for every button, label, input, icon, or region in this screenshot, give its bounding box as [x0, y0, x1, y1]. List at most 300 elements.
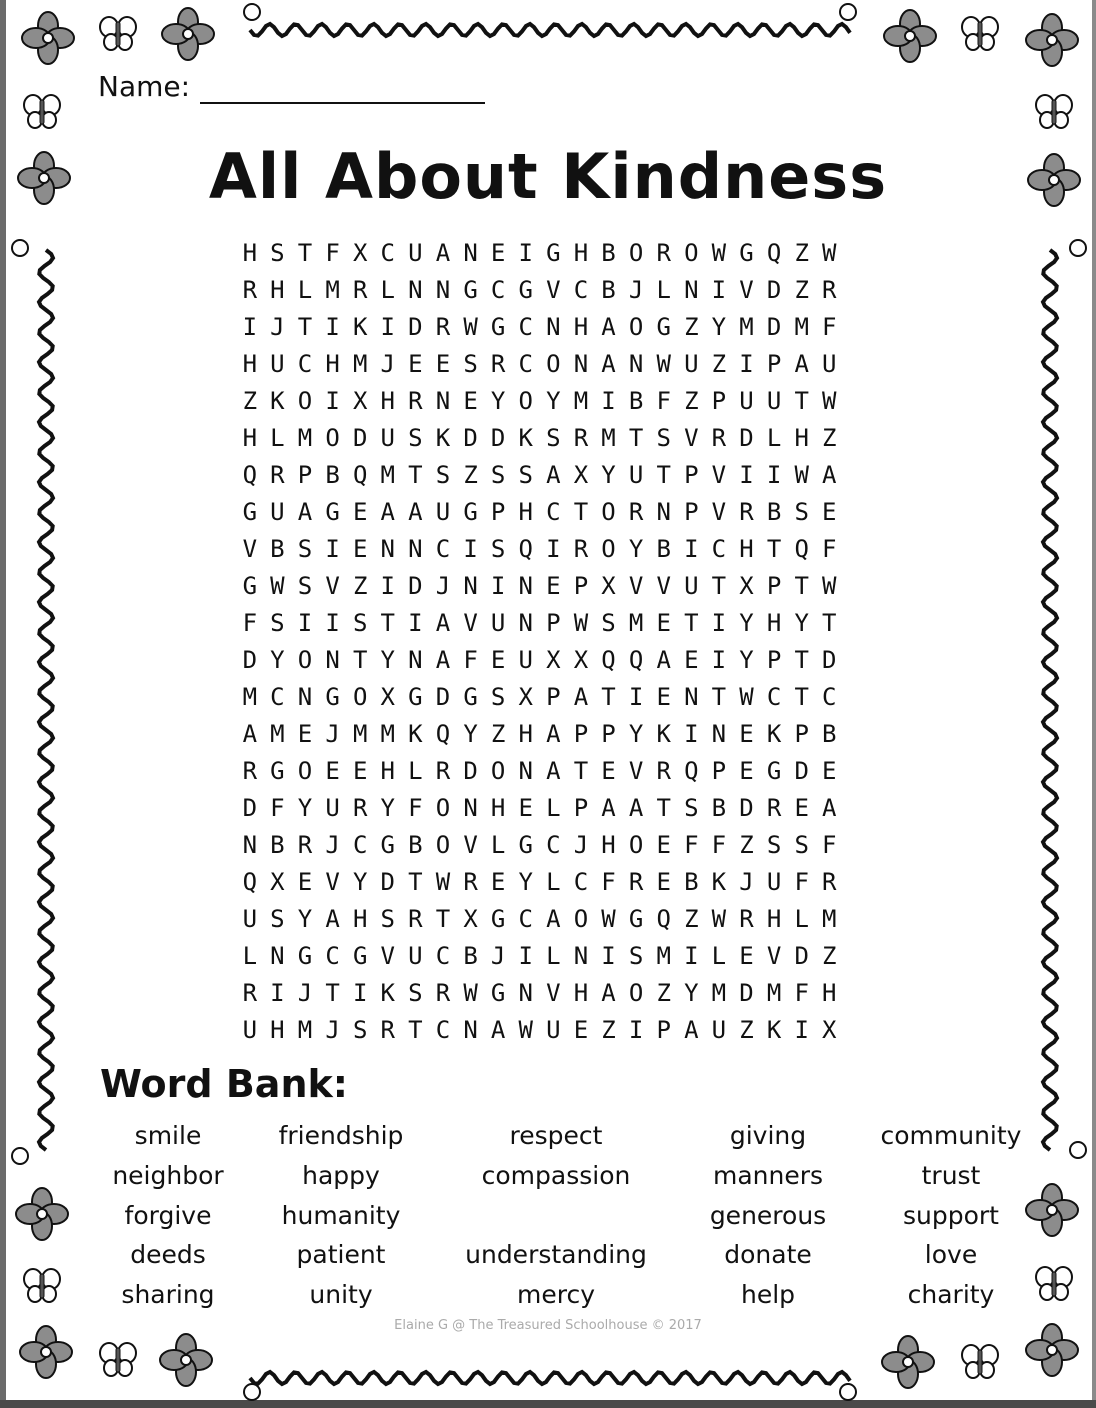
grid-letter[interactable]: R — [739, 497, 754, 526]
grid-letter[interactable]: J — [325, 719, 340, 748]
grid-letter[interactable]: S — [656, 423, 671, 452]
grid-letter[interactable]: R — [656, 238, 671, 267]
grid-letter[interactable]: S — [684, 793, 699, 822]
grid-letter[interactable]: A — [628, 793, 644, 822]
grid-letter[interactable]: U — [684, 349, 699, 378]
grid-letter[interactable]: R — [711, 423, 727, 452]
grid-letter[interactable]: H — [766, 904, 782, 933]
grid-letter[interactable]: R — [822, 867, 837, 896]
grid-letter[interactable]: S — [352, 1015, 368, 1044]
grid-letter[interactable]: T — [380, 608, 395, 637]
grid-letter[interactable]: Z — [739, 830, 754, 859]
grid-letter[interactable]: Y — [297, 793, 313, 822]
grid-letter[interactable]: M — [601, 423, 616, 452]
grid-letter[interactable]: E — [656, 867, 671, 896]
grid-letter[interactable]: U — [408, 238, 423, 267]
grid-letter[interactable]: H — [739, 534, 754, 563]
grid-letter[interactable]: M — [380, 460, 395, 489]
grid-letter[interactable]: E — [601, 756, 616, 785]
grid-letter[interactable]: M — [352, 349, 368, 378]
grid-letter[interactable]: S — [270, 238, 285, 267]
grid-letter[interactable]: N — [518, 756, 533, 785]
grid-letter[interactable]: E — [297, 719, 313, 748]
grid-letter[interactable]: D — [242, 793, 258, 822]
grid-letter[interactable]: D — [435, 682, 451, 711]
grid-letter[interactable]: A — [601, 349, 616, 378]
grid-letter[interactable]: Q — [684, 756, 699, 785]
grid-letter[interactable]: I — [380, 571, 395, 600]
grid-letter[interactable]: M — [242, 682, 258, 711]
grid-letter[interactable]: N — [684, 682, 699, 711]
grid-letter[interactable]: S — [490, 534, 506, 563]
grid-letter[interactable]: B — [463, 941, 478, 970]
grid-letter[interactable]: C — [573, 275, 589, 304]
grid-letter[interactable]: P — [766, 645, 782, 674]
grid-letter[interactable]: X — [573, 645, 589, 674]
grid-letter[interactable]: H — [490, 793, 506, 822]
grid-letter[interactable]: G — [739, 238, 754, 267]
grid-letter[interactable]: O — [352, 682, 368, 711]
grid-letter[interactable]: H — [352, 904, 368, 933]
grid-letter[interactable]: D — [739, 423, 754, 452]
grid-letter[interactable]: C — [518, 349, 533, 378]
grid-letter[interactable]: P — [766, 349, 782, 378]
grid-letter[interactable]: T — [408, 1015, 423, 1044]
grid-letter[interactable]: I — [463, 534, 478, 563]
grid-letter[interactable]: T — [297, 238, 313, 267]
grid-letter[interactable]: V — [325, 571, 340, 600]
grid-letter[interactable]: R — [656, 756, 671, 785]
grid-letter[interactable]: O — [628, 312, 644, 341]
grid-letter[interactable]: C — [435, 1015, 451, 1044]
grid-letter[interactable]: C — [546, 497, 561, 526]
grid-letter[interactable]: B — [822, 719, 837, 748]
grid-letter[interactable]: D — [463, 423, 478, 452]
grid-letter[interactable]: Y — [739, 645, 754, 674]
grid-letter[interactable]: P — [297, 460, 313, 489]
grid-letter[interactable]: U — [766, 867, 782, 896]
grid-letter[interactable]: G — [270, 756, 285, 785]
grid-letter[interactable]: I — [325, 608, 340, 637]
grid-letter[interactable]: Q — [352, 460, 368, 489]
grid-letter[interactable]: U — [684, 571, 699, 600]
grid-letter[interactable]: D — [794, 941, 809, 970]
grid-letter[interactable]: Z — [656, 978, 671, 1007]
grid-letter[interactable]: R — [380, 1015, 395, 1044]
grid-letter[interactable]: B — [656, 534, 671, 563]
grid-letter[interactable]: E — [352, 497, 368, 526]
grid-letter[interactable]: L — [408, 756, 423, 785]
grid-letter[interactable]: T — [628, 423, 644, 452]
grid-letter[interactable]: M — [766, 978, 782, 1007]
grid-letter[interactable]: G — [325, 497, 340, 526]
grid-letter[interactable]: S — [463, 349, 478, 378]
grid-letter[interactable]: R — [822, 275, 837, 304]
grid-letter[interactable]: U — [270, 497, 285, 526]
grid-letter[interactable]: Z — [684, 312, 699, 341]
grid-letter[interactable]: N — [435, 386, 451, 415]
grid-letter[interactable]: F — [408, 793, 423, 822]
grid-letter[interactable]: E — [739, 941, 754, 970]
grid-letter[interactable]: P — [794, 719, 809, 748]
grid-letter[interactable]: N — [242, 830, 258, 859]
grid-letter[interactable]: R — [766, 793, 782, 822]
grid-letter[interactable]: V — [242, 534, 258, 563]
grid-letter[interactable]: W — [463, 312, 478, 341]
grid-letter[interactable]: C — [711, 534, 727, 563]
grid-letter[interactable]: H — [242, 238, 258, 267]
grid-letter[interactable]: X — [822, 1015, 837, 1044]
grid-letter[interactable]: J — [628, 275, 644, 304]
grid-letter[interactable]: A — [546, 904, 561, 933]
grid-letter[interactable]: V — [766, 941, 782, 970]
grid-letter[interactable]: A — [546, 756, 561, 785]
grid-letter[interactable]: S — [297, 571, 313, 600]
grid-letter[interactable]: L — [546, 941, 561, 970]
grid-letter[interactable]: U — [628, 460, 644, 489]
grid-letter[interactable]: E — [352, 534, 368, 563]
grid-letter[interactable]: N — [518, 571, 533, 600]
grid-letter[interactable]: I — [518, 941, 533, 970]
grid-letter[interactable]: H — [822, 978, 837, 1007]
grid-letter[interactable]: E — [656, 682, 671, 711]
grid-letter[interactable]: A — [490, 1015, 506, 1044]
grid-letter[interactable]: I — [242, 312, 258, 341]
grid-letter[interactable]: M — [711, 978, 727, 1007]
grid-letter[interactable]: B — [601, 275, 616, 304]
grid-letter[interactable]: Y — [352, 867, 368, 896]
grid-letter[interactable]: I — [628, 1015, 644, 1044]
grid-letter[interactable]: R — [297, 830, 313, 859]
grid-letter[interactable]: R — [352, 793, 368, 822]
grid-letter[interactable]: H — [518, 719, 533, 748]
grid-letter[interactable]: Z — [242, 386, 258, 415]
grid-letter[interactable]: N — [628, 349, 644, 378]
grid-letter[interactable]: P — [766, 571, 782, 600]
grid-letter[interactable]: E — [656, 608, 671, 637]
grid-letter[interactable]: A — [546, 460, 561, 489]
grid-letter[interactable]: A — [408, 497, 423, 526]
grid-letter[interactable]: F — [822, 312, 837, 341]
grid-letter[interactable]: A — [794, 349, 809, 378]
grid-letter[interactable]: Z — [684, 904, 699, 933]
grid-letter[interactable]: C — [435, 941, 451, 970]
grid-letter[interactable]: R — [628, 497, 644, 526]
grid-letter[interactable]: A — [435, 238, 451, 267]
grid-letter[interactable]: G — [490, 312, 506, 341]
grid-letter[interactable]: Z — [711, 349, 727, 378]
grid-letter[interactable]: M — [573, 386, 589, 415]
grid-letter[interactable]: O — [573, 904, 589, 933]
grid-letter[interactable]: V — [463, 608, 478, 637]
grid-letter[interactable]: W — [822, 571, 837, 600]
grid-letter[interactable]: H — [242, 349, 258, 378]
grid-letter[interactable]: B — [628, 386, 644, 415]
grid-letter[interactable]: P — [490, 497, 506, 526]
grid-letter[interactable]: V — [546, 978, 561, 1007]
grid-letter[interactable]: S — [546, 423, 561, 452]
grid-letter[interactable]: O — [601, 534, 616, 563]
grid-letter[interactable]: T — [684, 608, 699, 637]
grid-letter[interactable]: N — [573, 349, 589, 378]
grid-letter[interactable]: N — [408, 645, 423, 674]
grid-letter[interactable]: K — [270, 386, 285, 415]
grid-letter[interactable]: T — [766, 534, 782, 563]
grid-letter[interactable]: Y — [628, 719, 644, 748]
grid-letter[interactable]: Y — [684, 978, 699, 1007]
grid-letter[interactable]: N — [684, 275, 699, 304]
grid-letter[interactable]: U — [766, 386, 782, 415]
grid-letter[interactable]: Y — [490, 386, 506, 415]
grid-letter[interactable]: R — [435, 978, 451, 1007]
grid-letter[interactable]: F — [270, 793, 285, 822]
grid-letter[interactable]: U — [490, 608, 506, 637]
grid-letter[interactable]: I — [546, 534, 561, 563]
grid-letter[interactable]: J — [270, 312, 285, 341]
grid-letter[interactable]: G — [490, 978, 506, 1007]
grid-letter[interactable]: X — [601, 571, 616, 600]
grid-letter[interactable]: F — [822, 830, 837, 859]
grid-letter[interactable]: X — [573, 460, 589, 489]
grid-letter[interactable]: W — [435, 867, 451, 896]
grid-letter[interactable]: T — [794, 682, 809, 711]
grid-letter[interactable]: P — [573, 793, 589, 822]
grid-letter[interactable]: U — [518, 645, 533, 674]
grid-letter[interactable]: R — [490, 349, 506, 378]
grid-letter[interactable]: O — [518, 386, 533, 415]
grid-letter[interactable]: G — [628, 904, 644, 933]
grid-letter[interactable]: N — [518, 978, 533, 1007]
grid-letter[interactable]: D — [739, 978, 754, 1007]
grid-letter[interactable]: E — [656, 830, 671, 859]
grid-letter[interactable]: Z — [739, 1015, 754, 1044]
grid-letter[interactable]: P — [711, 756, 727, 785]
grid-letter[interactable]: M — [739, 312, 754, 341]
grid-letter[interactable]: O — [435, 793, 451, 822]
grid-letter[interactable]: O — [490, 756, 506, 785]
grid-letter[interactable]: G — [518, 830, 533, 859]
grid-letter[interactable]: T — [325, 978, 340, 1007]
grid-letter[interactable]: I — [490, 571, 506, 600]
grid-letter[interactable]: D — [242, 645, 258, 674]
grid-letter[interactable]: T — [435, 904, 451, 933]
grid-letter[interactable]: C — [380, 238, 395, 267]
grid-letter[interactable]: U — [380, 423, 395, 452]
grid-letter[interactable]: Z — [490, 719, 506, 748]
grid-letter[interactable]: M — [380, 719, 395, 748]
grid-letter[interactable]: J — [739, 867, 754, 896]
grid-letter[interactable]: N — [463, 793, 478, 822]
grid-letter[interactable]: I — [601, 386, 616, 415]
grid-letter[interactable]: Y — [794, 608, 809, 637]
grid-letter[interactable]: W — [711, 238, 727, 267]
grid-letter[interactable]: B — [684, 867, 699, 896]
grid-letter[interactable]: W — [711, 904, 727, 933]
grid-letter[interactable]: R — [463, 867, 478, 896]
grid-letter[interactable]: E — [739, 756, 754, 785]
grid-letter[interactable]: E — [435, 349, 451, 378]
grid-letter[interactable]: R — [628, 867, 644, 896]
grid-letter[interactable]: Q — [242, 460, 258, 489]
grid-letter[interactable]: Y — [601, 460, 616, 489]
grid-letter[interactable]: I — [684, 719, 699, 748]
grid-letter[interactable]: N — [656, 497, 671, 526]
grid-letter[interactable]: E — [739, 719, 754, 748]
grid-letter[interactable]: A — [380, 497, 395, 526]
grid-letter[interactable]: J — [325, 1015, 340, 1044]
grid-letter[interactable]: Q — [656, 904, 671, 933]
grid-letter[interactable]: S — [766, 830, 782, 859]
grid-letter[interactable]: Z — [794, 275, 809, 304]
grid-letter[interactable]: N — [711, 719, 727, 748]
grid-letter[interactable]: S — [270, 904, 285, 933]
grid-letter[interactable]: H — [766, 608, 782, 637]
grid-letter[interactable]: H — [270, 275, 285, 304]
grid-letter[interactable]: N — [270, 941, 285, 970]
grid-letter[interactable]: B — [270, 830, 285, 859]
grid-letter[interactable]: S — [628, 941, 644, 970]
grid-letter[interactable]: M — [628, 608, 644, 637]
grid-letter[interactable]: B — [408, 830, 423, 859]
grid-letter[interactable]: S — [408, 978, 423, 1007]
grid-letter[interactable]: X — [270, 867, 285, 896]
grid-letter[interactable]: F — [463, 645, 478, 674]
grid-letter[interactable]: H — [518, 497, 533, 526]
grid-letter[interactable]: D — [352, 423, 368, 452]
grid-letter[interactable]: R — [573, 534, 589, 563]
grid-letter[interactable]: D — [822, 645, 837, 674]
grid-letter[interactable]: U — [242, 904, 258, 933]
grid-letter[interactable]: W — [822, 386, 837, 415]
grid-letter[interactable]: R — [242, 978, 258, 1007]
grid-letter[interactable]: C — [546, 830, 561, 859]
grid-letter[interactable]: R — [408, 386, 423, 415]
grid-letter[interactable]: I — [270, 978, 285, 1007]
grid-letter[interactable]: L — [270, 423, 285, 452]
grid-letter[interactable]: I — [739, 460, 754, 489]
grid-letter[interactable]: V — [463, 830, 478, 859]
grid-letter[interactable]: K — [408, 719, 423, 748]
grid-letter[interactable]: F — [794, 978, 809, 1007]
grid-letter[interactable]: A — [822, 793, 837, 822]
grid-letter[interactable]: D — [408, 571, 423, 600]
grid-letter[interactable]: A — [435, 608, 451, 637]
grid-letter[interactable]: N — [573, 941, 589, 970]
grid-letter[interactable]: Y — [546, 386, 561, 415]
grid-letter[interactable]: N — [380, 534, 395, 563]
grid-letter[interactable]: F — [656, 386, 671, 415]
grid-letter[interactable]: Q — [794, 534, 809, 563]
grid-letter[interactable]: G — [490, 904, 506, 933]
grid-letter[interactable]: S — [794, 497, 809, 526]
grid-letter[interactable]: K — [352, 312, 368, 341]
grid-letter[interactable]: M — [656, 941, 671, 970]
grid-letter[interactable]: F — [822, 534, 837, 563]
grid-letter[interactable]: J — [490, 941, 506, 970]
grid-letter[interactable]: I — [352, 978, 368, 1007]
grid-letter[interactable]: J — [573, 830, 589, 859]
grid-letter[interactable]: O — [601, 497, 616, 526]
grid-letter[interactable]: W — [739, 682, 754, 711]
grid-letter[interactable]: H — [573, 978, 589, 1007]
grid-letter[interactable]: P — [573, 719, 589, 748]
grid-letter[interactable]: J — [435, 571, 451, 600]
grid-letter[interactable]: U — [242, 1015, 258, 1044]
grid-letter[interactable]: V — [711, 497, 727, 526]
grid-letter[interactable]: S — [518, 460, 533, 489]
grid-letter[interactable]: K — [766, 1015, 782, 1044]
grid-letter[interactable]: H — [270, 1015, 285, 1044]
grid-letter[interactable]: C — [490, 275, 506, 304]
grid-letter[interactable]: L — [297, 275, 313, 304]
grid-letter[interactable]: M — [297, 423, 313, 452]
grid-letter[interactable]: Z — [352, 571, 368, 600]
grid-letter[interactable]: Y — [380, 793, 395, 822]
grid-letter[interactable]: G — [380, 830, 395, 859]
grid-letter[interactable]: L — [656, 275, 671, 304]
grid-letter[interactable]: G — [408, 682, 423, 711]
grid-letter[interactable]: E — [573, 1015, 589, 1044]
grid-letter[interactable]: F — [601, 867, 616, 896]
grid-letter[interactable]: A — [297, 497, 313, 526]
grid-letter[interactable]: C — [352, 830, 368, 859]
grid-letter[interactable]: Y — [463, 719, 478, 748]
grid-letter[interactable]: T — [794, 386, 809, 415]
grid-letter[interactable]: S — [490, 682, 506, 711]
grid-letter[interactable]: N — [408, 275, 423, 304]
grid-letter[interactable]: J — [325, 830, 340, 859]
grid-letter[interactable]: Z — [463, 460, 478, 489]
grid-letter[interactable]: V — [684, 423, 699, 452]
grid-letter[interactable]: G — [656, 312, 671, 341]
grid-letter[interactable]: X — [518, 682, 533, 711]
grid-letter[interactable]: O — [628, 978, 644, 1007]
grid-letter[interactable]: I — [518, 238, 533, 267]
grid-letter[interactable]: L — [711, 941, 727, 970]
grid-letter[interactable]: T — [352, 645, 368, 674]
grid-letter[interactable]: T — [794, 571, 809, 600]
grid-letter[interactable]: R — [270, 460, 285, 489]
grid-letter[interactable]: C — [573, 867, 589, 896]
grid-letter[interactable]: D — [408, 312, 423, 341]
grid-letter[interactable]: D — [766, 312, 782, 341]
grid-letter[interactable]: A — [656, 645, 671, 674]
grid-letter[interactable]: F — [794, 867, 809, 896]
grid-letter[interactable]: U — [408, 941, 423, 970]
grid-letter[interactable]: I — [684, 534, 699, 563]
grid-letter[interactable]: W — [573, 608, 589, 637]
grid-letter[interactable]: I — [601, 941, 616, 970]
grid-letter[interactable]: G — [518, 275, 533, 304]
grid-letter[interactable]: S — [270, 608, 285, 637]
grid-letter[interactable]: Z — [684, 386, 699, 415]
grid-letter[interactable]: W — [270, 571, 285, 600]
grid-letter[interactable]: L — [794, 904, 809, 933]
grid-letter[interactable]: T — [573, 497, 589, 526]
grid-letter[interactable]: E — [490, 645, 506, 674]
grid-letter[interactable]: G — [463, 275, 478, 304]
grid-letter[interactable]: T — [573, 756, 589, 785]
grid-letter[interactable]: C — [822, 682, 837, 711]
grid-letter[interactable]: V — [711, 460, 727, 489]
grid-letter[interactable]: P — [684, 460, 699, 489]
grid-letter[interactable]: E — [352, 756, 368, 785]
grid-letter[interactable]: I — [380, 312, 395, 341]
grid-letter[interactable]: P — [601, 719, 616, 748]
grid-letter[interactable]: X — [739, 571, 754, 600]
grid-letter[interactable]: G — [352, 941, 368, 970]
grid-letter[interactable]: X — [463, 904, 478, 933]
